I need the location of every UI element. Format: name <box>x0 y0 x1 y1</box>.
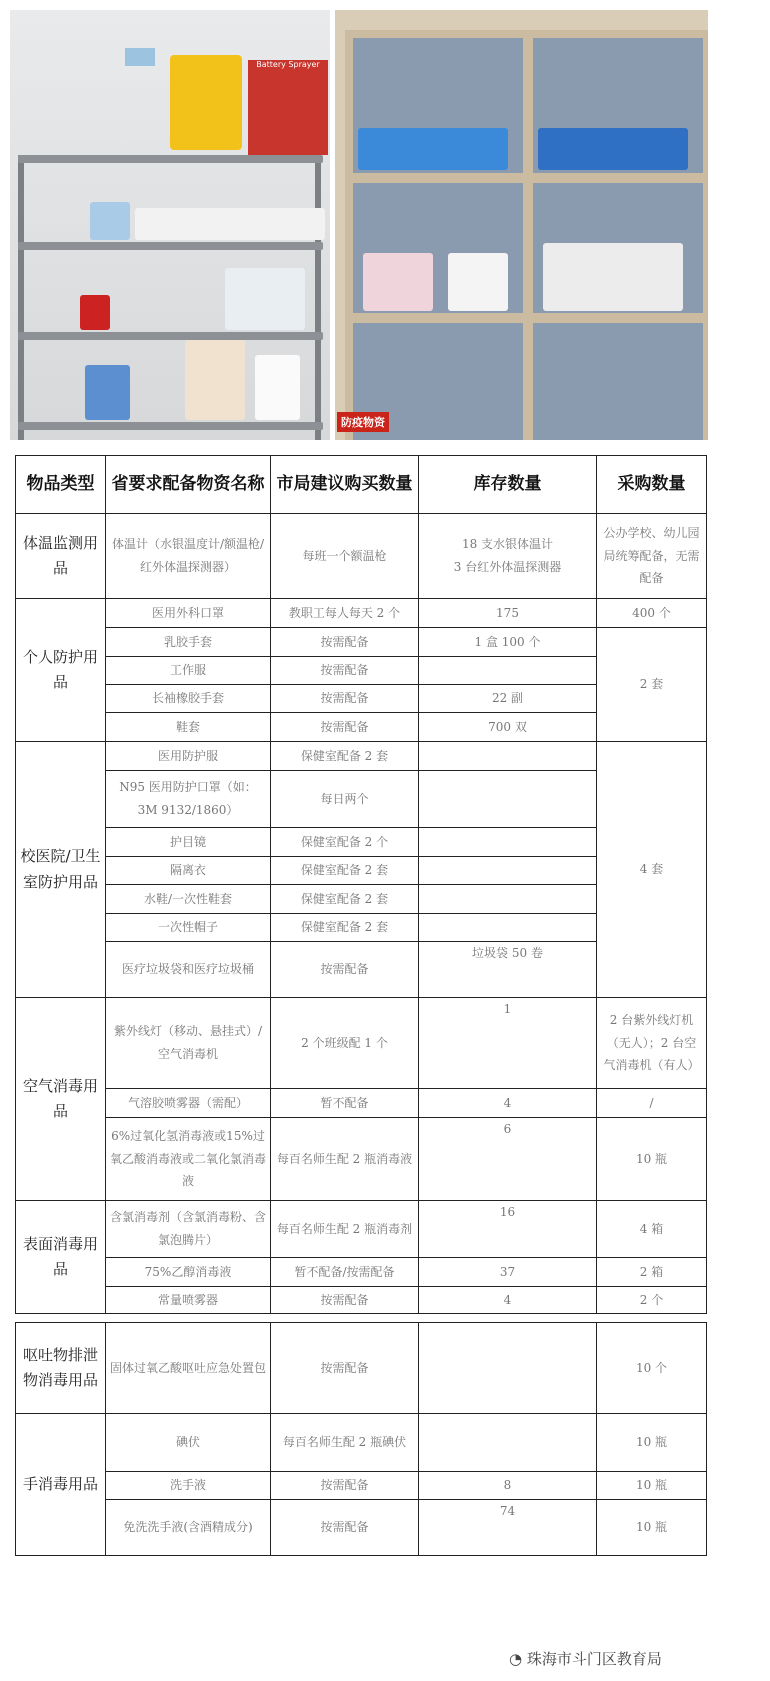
suggested-qty: 按需配备 <box>271 1287 419 1314</box>
protective-suits <box>135 208 325 240</box>
suggested-qty: 保健室配备 2 套 <box>271 914 419 942</box>
purchase-qty: / <box>597 1089 707 1118</box>
stock-qty <box>419 914 597 942</box>
item-name: 护目镜 <box>106 828 271 857</box>
shelf <box>18 155 323 163</box>
table-row <box>16 1472 707 1500</box>
shelf <box>18 332 323 340</box>
suggested-qty: 每百名师生配 2 瓶消毒剂 <box>271 1201 419 1258</box>
header-cell: 库存数量 <box>419 456 597 514</box>
stock-qty: 37 <box>419 1258 597 1287</box>
stock-qty: 175 <box>419 599 597 628</box>
suggested-qty: 按需配备 <box>271 1323 419 1414</box>
table-row <box>16 599 707 628</box>
purchase-qty: 10 个 <box>597 1323 707 1414</box>
item-name: 免洗洗手液(含酒精成分) <box>106 1500 271 1556</box>
bottles <box>80 295 110 330</box>
suggested-qty: 保健室配备 2 套 <box>271 742 419 771</box>
item-name: 碘伏 <box>106 1414 271 1472</box>
table-row <box>16 1118 707 1201</box>
item-name: 75%乙醇消毒液 <box>106 1258 271 1287</box>
category-cell: 个人防护用品 <box>16 599 106 742</box>
purchase-qty: 10 瓶 <box>597 1414 707 1472</box>
stock-qty: 4 <box>419 1287 597 1314</box>
stock-qty <box>419 857 597 885</box>
suggested-qty: 保健室配备 2 套 <box>271 857 419 885</box>
suggested-qty: 按需配备 <box>271 1500 419 1556</box>
item-name: 含氯消毒剂（含氯消毒粉、含氯泡腾片） <box>106 1201 271 1258</box>
purchase-qty: 4 箱 <box>597 1201 707 1258</box>
table-row <box>16 1500 707 1556</box>
stock-qty: 垃圾袋 50 卷 <box>419 942 597 998</box>
shelf <box>18 242 323 250</box>
category-cell: 空气消毒用品 <box>16 998 106 1201</box>
item-name: 乳胶手套 <box>106 628 271 657</box>
stock-qty: 22 副 <box>419 685 597 713</box>
supply-shelf-photo <box>10 10 330 440</box>
purchase-qty: 2 套 <box>597 628 707 742</box>
table-row <box>16 1258 707 1287</box>
header-cell: 物品类型 <box>16 456 106 514</box>
table-row <box>16 742 707 771</box>
supply-table-continued <box>15 1322 707 1556</box>
purchase-qty: 2 台紫外线灯机（无人）；2 台空气消毒机（有人） <box>597 998 707 1089</box>
cabinet-label: 防疫物资 <box>337 412 389 432</box>
purchase-qty: 10 瓶 <box>597 1500 707 1556</box>
category-cell: 校医院/卫生室防护用品 <box>16 742 106 998</box>
category-cell: 体温监测用品 <box>16 514 106 599</box>
purchase-qty: 2 箱 <box>597 1258 707 1287</box>
item-name: 紫外线灯（移动、悬挂式）/空气消毒机 <box>106 998 271 1089</box>
stock-qty <box>419 657 597 685</box>
sprayer-box: Battery Sprayer <box>248 60 328 155</box>
suggested-qty: 2 个班级配 1 个 <box>271 998 419 1089</box>
suggested-qty: 每百名师生配 2 瓶消毒液 <box>271 1118 419 1201</box>
item-name: 医用防护服 <box>106 742 271 771</box>
item-name: 洗手液 <box>106 1472 271 1500</box>
watermark: ◔ 珠海市斗门区教育局 <box>505 1648 666 1669</box>
purchase-qty: 4 套 <box>597 742 707 998</box>
item-name: 长袖橡胶手套 <box>106 685 271 713</box>
yellow-medical-waste-bin <box>170 55 242 150</box>
item-name: 固体过氧乙酸呕吐应急处置包 <box>106 1323 271 1414</box>
purchase-qty: 公办学校、幼儿园局统筹配备，无需配备 <box>597 514 707 599</box>
stock-qty <box>419 1414 597 1472</box>
suggested-qty: 按需配备 <box>271 1472 419 1500</box>
disinfectant-jugs <box>225 268 305 330</box>
purchase-qty: 10 瓶 <box>597 1472 707 1500</box>
item-name: 气溶胶喷雾器（需配） <box>106 1089 271 1118</box>
supply-table <box>15 455 707 1314</box>
stock-qty: 6 <box>419 1118 597 1201</box>
table-row <box>16 998 707 1089</box>
purchase-qty: 2 个 <box>597 1287 707 1314</box>
table-row <box>16 514 707 599</box>
stock-qty: 8 <box>419 1472 597 1500</box>
table-header <box>16 456 707 514</box>
shelf <box>18 422 323 430</box>
stock-qty: 4 <box>419 1089 597 1118</box>
stock-qty <box>419 1323 597 1414</box>
header-cell: 采购数量 <box>597 456 707 514</box>
bag <box>185 340 245 420</box>
purchase-qty: 10 瓶 <box>597 1118 707 1201</box>
cabinet-door-left <box>345 30 531 440</box>
table-row <box>16 1414 707 1472</box>
stock-qty: 74 <box>419 1500 597 1556</box>
suggested-qty: 按需配备 <box>271 685 419 713</box>
header-cell: 市局建议购买数量 <box>271 456 419 514</box>
item-name: 隔离衣 <box>106 857 271 885</box>
suggested-qty: 教职工每人每天 2 个 <box>271 599 419 628</box>
rubber-boots <box>255 355 300 420</box>
suggested-qty: 保健室配备 2 套 <box>271 885 419 914</box>
suggested-qty: 按需配备 <box>271 713 419 742</box>
sign <box>125 48 155 66</box>
wechat-icon: ◔ <box>509 1650 527 1668</box>
stock-qty <box>419 828 597 857</box>
box <box>85 365 130 420</box>
item-name: 医疗垃圾袋和医疗垃圾桶 <box>106 942 271 998</box>
suggested-qty: 按需配备 <box>271 628 419 657</box>
header-cell: 省要求配备物资名称 <box>106 456 271 514</box>
stock-qty <box>419 742 597 771</box>
suggested-qty: 按需配备 <box>271 657 419 685</box>
suggested-qty: 每百名师生配 2 瓶碘伏 <box>271 1414 419 1472</box>
category-cell: 表面消毒用品 <box>16 1201 106 1314</box>
item-name: 医用外科口罩 <box>106 599 271 628</box>
suggested-qty: 暂不配备/按需配备 <box>271 1258 419 1287</box>
stock-qty <box>419 771 597 828</box>
item-name: N95 医用防护口罩（如：3M 9132/1860） <box>106 771 271 828</box>
category-cell: 呕吐物排泄物消毒用品 <box>16 1323 106 1414</box>
table-row <box>16 1287 707 1314</box>
table-row <box>16 1201 707 1258</box>
item-name: 水鞋/一次性鞋套 <box>106 885 271 914</box>
item-name: 体温计（水银温度计/额温枪/红外体温探测器） <box>106 514 271 599</box>
table-row <box>16 628 707 657</box>
item-name: 工作服 <box>106 657 271 685</box>
stock-qty: 1 盒 100 个 <box>419 628 597 657</box>
suggested-qty: 按需配备 <box>271 942 419 998</box>
item-name: 鞋套 <box>106 713 271 742</box>
suggested-qty: 每班一个额温枪 <box>271 514 419 599</box>
suggested-qty: 每日两个 <box>271 771 419 828</box>
stock-qty: 1 <box>419 998 597 1089</box>
table-row <box>16 1323 707 1414</box>
stock-qty <box>419 885 597 914</box>
cabinet-door-right <box>525 30 708 440</box>
category-cell: 手消毒用品 <box>16 1414 106 1556</box>
stock-qty: 18 支水银体温计 3 台红外体温探测器 <box>419 514 597 599</box>
suggested-qty: 保健室配备 2 个 <box>271 828 419 857</box>
shelf-post <box>315 155 321 440</box>
item-name: 常量喷雾器 <box>106 1287 271 1314</box>
supply-cabinet-photo <box>335 10 708 440</box>
stock-qty: 16 <box>419 1201 597 1258</box>
shelf-post <box>18 155 24 440</box>
purchase-qty: 400 个 <box>597 599 707 628</box>
item-name: 一次性帽子 <box>106 914 271 942</box>
item-name: 6%过氧化氢消毒液或15%过氧乙酸消毒液或二氧化氯消毒液 <box>106 1118 271 1201</box>
stock-qty: 700 双 <box>419 713 597 742</box>
suggested-qty: 暂不配备 <box>271 1089 419 1118</box>
mask-box <box>90 202 130 240</box>
table-row <box>16 1089 707 1118</box>
